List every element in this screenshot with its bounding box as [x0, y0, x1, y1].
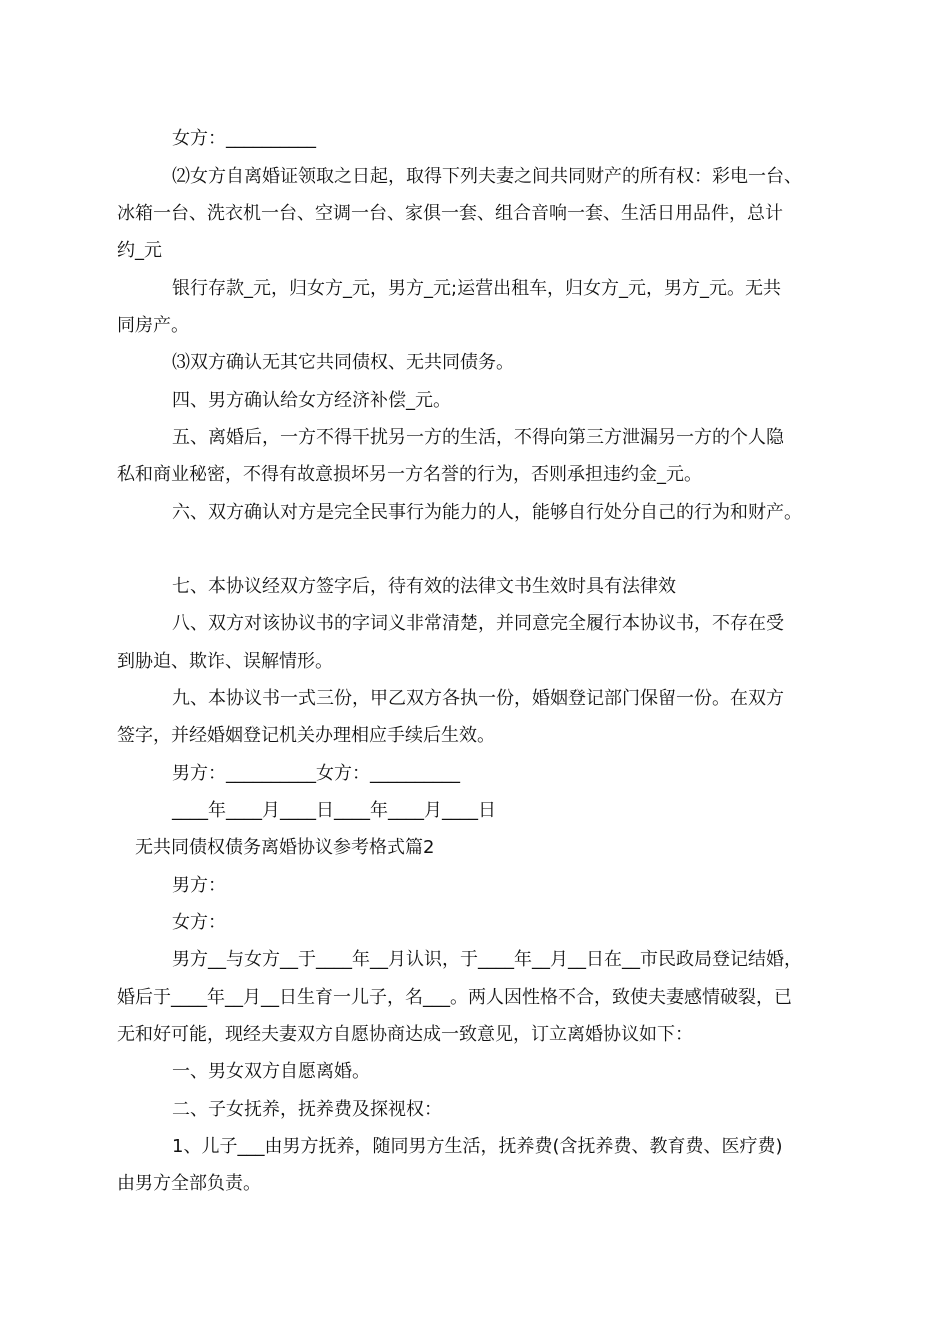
text-line: 男方__与女方__于____年__月认识，于____年__月__日在__市民政局登记结婚，	[172, 949, 802, 970]
text-line: 银行存款_元，归女方_元，男方_元;运营出租车，归女方_元，男方_元。无共	[172, 278, 782, 299]
text-line: 女方：__________	[172, 128, 316, 149]
text-line: 由男方全部负责。	[117, 1173, 261, 1194]
text-line: 到胁迫、欺诈、误解情形。	[117, 651, 333, 672]
text-line: 四、男方确认给女方经济补偿_元。	[172, 390, 451, 411]
text-line: 婚后于____年__月__日生育一儿子，名___。两人因性格不合，致使夫妻感情破裂，已	[117, 987, 792, 1008]
text-line: 1、儿子___由男方抚养，随同男方生活，抚养费(含抚养费、教育费、医疗费)	[172, 1136, 783, 1157]
text-line: 男方：	[172, 875, 226, 896]
signature-line: 男方：__________女方：__________	[172, 763, 460, 784]
text-line: 同房产。	[117, 315, 189, 336]
date-line: ____年____月____日____年____月____日	[172, 800, 496, 821]
text-line: 女方：	[172, 912, 226, 933]
text-line: 五、离婚后，一方不得干扰另一方的生活，不得向第三方泄漏另一方的个人隐	[172, 427, 784, 448]
text-line: 冰箱一台、洗衣机一台、空调一台、家俱一套、组合音响一套、生活日用品件，总计	[117, 203, 783, 224]
section-heading: 无共同债权债务离婚协议参考格式篇2	[135, 837, 435, 858]
text-line: 六、双方确认对方是完全民事行为能力的人，能够自行处分自己的行为和财产。	[172, 502, 802, 523]
text-line: 约_元	[117, 240, 162, 261]
text-line: 八、双方对该协议书的字词义非常清楚，并同意完全履行本协议书，不存在受	[172, 613, 784, 634]
text-line: 一、男女双方自愿离婚。	[172, 1061, 370, 1082]
text-line: 九、本协议书一式三份，甲乙双方各执一份，婚姻登记部门保留一份。在双方	[172, 688, 784, 709]
text-line: 七、本协议经双方签字后，待有效的法律文书生效时具有法律效	[172, 576, 676, 597]
text-line: ⑵女方自离婚证领取之日起，取得下列夫妻之间共同财产的所有权：彩电一台、	[172, 166, 802, 187]
text-line: 无和好可能，现经夫妻双方自愿协商达成一致意见，订立离婚协议如下：	[117, 1024, 693, 1045]
text-line: 私和商业秘密，不得有故意损坏另一方名誉的行为，否则承担违约金_元。	[117, 464, 702, 485]
text-line: 签字，并经婚姻登记机关办理相应手续后生效。	[117, 725, 495, 746]
text-line: 二、子女抚养，抚养费及探视权：	[172, 1099, 442, 1120]
text-line: ⑶双方确认无其它共同债权、无共同债务。	[172, 352, 514, 373]
